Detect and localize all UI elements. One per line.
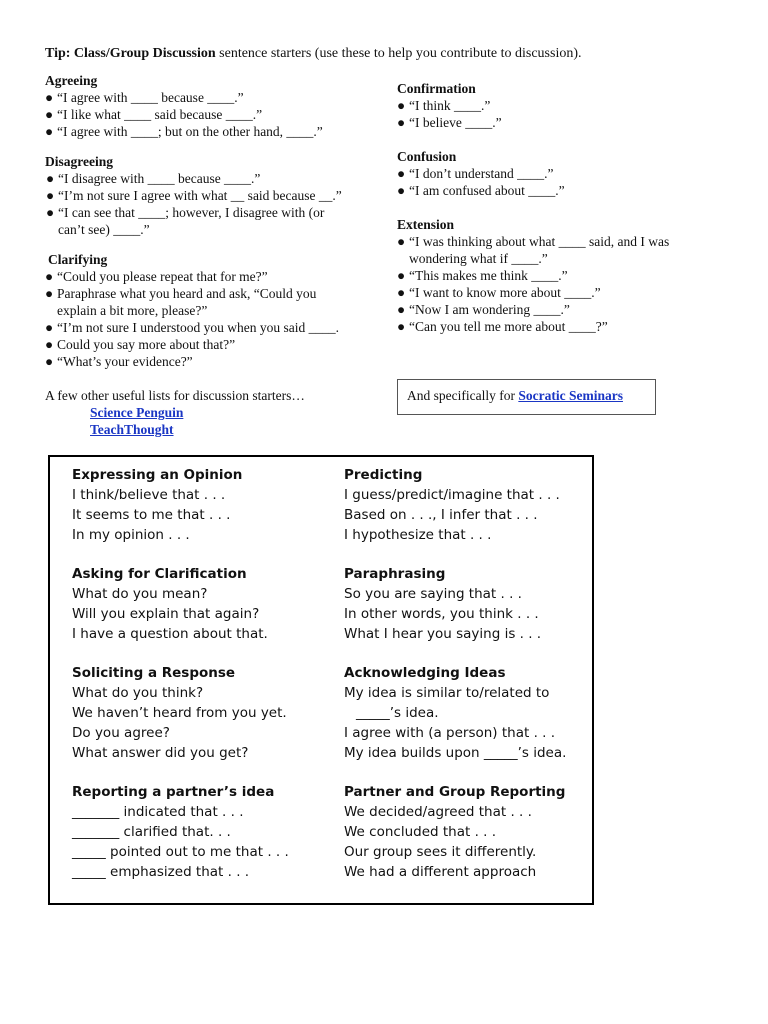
starter-line: _____ emphasized that . . . bbox=[72, 864, 250, 880]
list-item: ● Paraphrase what you heard and ask, “Could you explain a bit more, please?” bbox=[45, 286, 317, 318]
starter-line: We concluded that . . . bbox=[344, 824, 497, 840]
starter-line: Will you explain that again? bbox=[72, 606, 260, 622]
starter-line: I guess/predict/imagine that . . . bbox=[344, 487, 560, 503]
starter-line: We haven’t heard from you yet. bbox=[72, 705, 287, 721]
acknowledging-ideas-section bbox=[344, 663, 566, 763]
list-item: ● “I agree with ____ because ____.” bbox=[45, 90, 244, 105]
group-reporting-section bbox=[344, 782, 565, 882]
confusion-section bbox=[397, 148, 717, 199]
list-item: ● “I disagree with ____ because ____.” bbox=[46, 171, 261, 186]
tip-label: Tip: Class/Group Discussion bbox=[45, 46, 216, 61]
disagreeing-section bbox=[45, 153, 380, 238]
group-heading: Partner and Group Reporting bbox=[344, 784, 566, 800]
agreeing-section bbox=[45, 72, 380, 140]
socratic-seminars-link[interactable]: Socratic Seminars bbox=[518, 388, 623, 403]
tip-text: sentence starters (use these to help you contribute to discussion). bbox=[215, 46, 582, 61]
starter-line: _____ pointed out to me that . . . bbox=[72, 844, 289, 860]
list-item: ● “Can you tell me more about ____?” bbox=[397, 319, 608, 334]
starter-line: My idea is similar to/related to bbox=[344, 685, 550, 701]
starter-line: _______ clarified that. . . bbox=[72, 824, 231, 840]
teachthought-link[interactable]: TeachThought bbox=[90, 422, 174, 437]
starter-line: We decided/agreed that . . . bbox=[344, 804, 532, 820]
list-item: ● “I can see that ____; however, I disagree with (or can’t see) ____.” bbox=[46, 205, 325, 237]
list-item: ● “What’s your evidence?” bbox=[45, 354, 193, 369]
socratic-box bbox=[397, 379, 656, 415]
science-penguin-link[interactable]: Science Penguin bbox=[90, 405, 184, 420]
reporting-heading: Reporting a partner’s idea bbox=[72, 784, 275, 800]
list-item: ● “I was thinking about what ____ said, and I was wondering what if ____.” bbox=[397, 234, 670, 266]
list-item: ● “I believe ____.” bbox=[397, 115, 502, 130]
starter-line: In other words, you think . . . bbox=[344, 606, 539, 622]
clarifying-section bbox=[45, 251, 380, 370]
reporting-partner-section bbox=[72, 782, 289, 882]
sentence-starters-box bbox=[48, 455, 594, 905]
starter-line: I think/believe that . . . bbox=[72, 487, 226, 503]
starter-line: Our group sees it differently. bbox=[344, 844, 537, 860]
tip-line bbox=[45, 46, 582, 62]
asking-clarification-section bbox=[72, 564, 268, 644]
list-item: ● “Now I am wondering ____.” bbox=[397, 302, 570, 317]
starter-line: So you are saying that . . . bbox=[344, 586, 522, 602]
starter-line: I hypothesize that . . . bbox=[344, 527, 492, 543]
starter-line: I have a question about that. bbox=[72, 626, 268, 642]
list-item: ● “I like what ____ said because ____.” bbox=[45, 107, 263, 122]
starter-line: What answer did you get? bbox=[72, 745, 249, 761]
list-item: ● “I don’t understand ____.” bbox=[397, 166, 554, 181]
disagreeing-heading: Disagreeing bbox=[45, 154, 113, 169]
list-item: ● “I’m not sure I agree with what __ said because __.” bbox=[46, 188, 342, 203]
expressing-heading: Expressing an Opinion bbox=[72, 467, 243, 483]
starter-line: What do you mean? bbox=[72, 586, 208, 602]
starter-line: What do you think? bbox=[72, 685, 204, 701]
list-item: ● Could you say more about that?” bbox=[45, 337, 236, 352]
list-item: ● “I’m not sure I understood you when you said ____. bbox=[45, 320, 339, 335]
list-item: ● “I think ____.” bbox=[397, 98, 491, 113]
starter-line: What I hear you saying is . . . bbox=[344, 626, 542, 642]
starter-line: Do you agree? bbox=[72, 725, 170, 741]
expressing-opinion-section bbox=[72, 465, 242, 545]
list-item: ● “Could you please repeat that for me?” bbox=[45, 269, 268, 284]
acknowledging-heading: Acknowledging Ideas bbox=[344, 665, 506, 681]
starter-line: _______ indicated that . . . bbox=[72, 804, 244, 820]
list-item: ● “I want to know more about ____.” bbox=[397, 285, 601, 300]
starter-line: My idea builds upon _____’s idea. bbox=[344, 745, 567, 761]
soliciting-heading: Soliciting a Response bbox=[72, 665, 236, 681]
confirmation-heading: Confirmation bbox=[397, 81, 476, 96]
soliciting-response-section bbox=[72, 663, 287, 763]
predicting-section bbox=[344, 465, 560, 545]
starter-line: Based on . . ., I infer that . . . bbox=[344, 507, 538, 523]
paraphrasing-heading: Paraphrasing bbox=[344, 566, 446, 582]
clarifying-heading: Clarifying bbox=[48, 252, 108, 267]
asking-heading: Asking for Clarification bbox=[72, 566, 247, 582]
starter-line: It seems to me that . . . bbox=[72, 507, 231, 523]
extension-section bbox=[397, 216, 717, 335]
agreeing-heading: Agreeing bbox=[45, 73, 98, 88]
other-lists-text: A few other useful lists for discussion starters… bbox=[45, 388, 305, 403]
other-lists bbox=[45, 387, 375, 438]
starter-line: We had a different approach bbox=[344, 864, 537, 880]
starter-line: _____’s idea. bbox=[356, 705, 439, 721]
predicting-heading: Predicting bbox=[344, 467, 423, 483]
confirmation-section bbox=[397, 80, 717, 131]
list-item: ● “This makes me think ____.” bbox=[397, 268, 568, 283]
confusion-heading: Confusion bbox=[397, 149, 457, 164]
starter-line: I agree with (a person) that . . . bbox=[344, 725, 556, 741]
extension-heading: Extension bbox=[397, 217, 455, 232]
starter-line: In my opinion . . . bbox=[72, 527, 190, 543]
list-item: ● “I agree with ____; but on the other hand, ____.” bbox=[45, 124, 323, 139]
list-item: ● “I am confused about ____.” bbox=[397, 183, 565, 198]
paraphrasing-section bbox=[344, 564, 541, 644]
socratic-text: And specifically for bbox=[407, 388, 519, 403]
